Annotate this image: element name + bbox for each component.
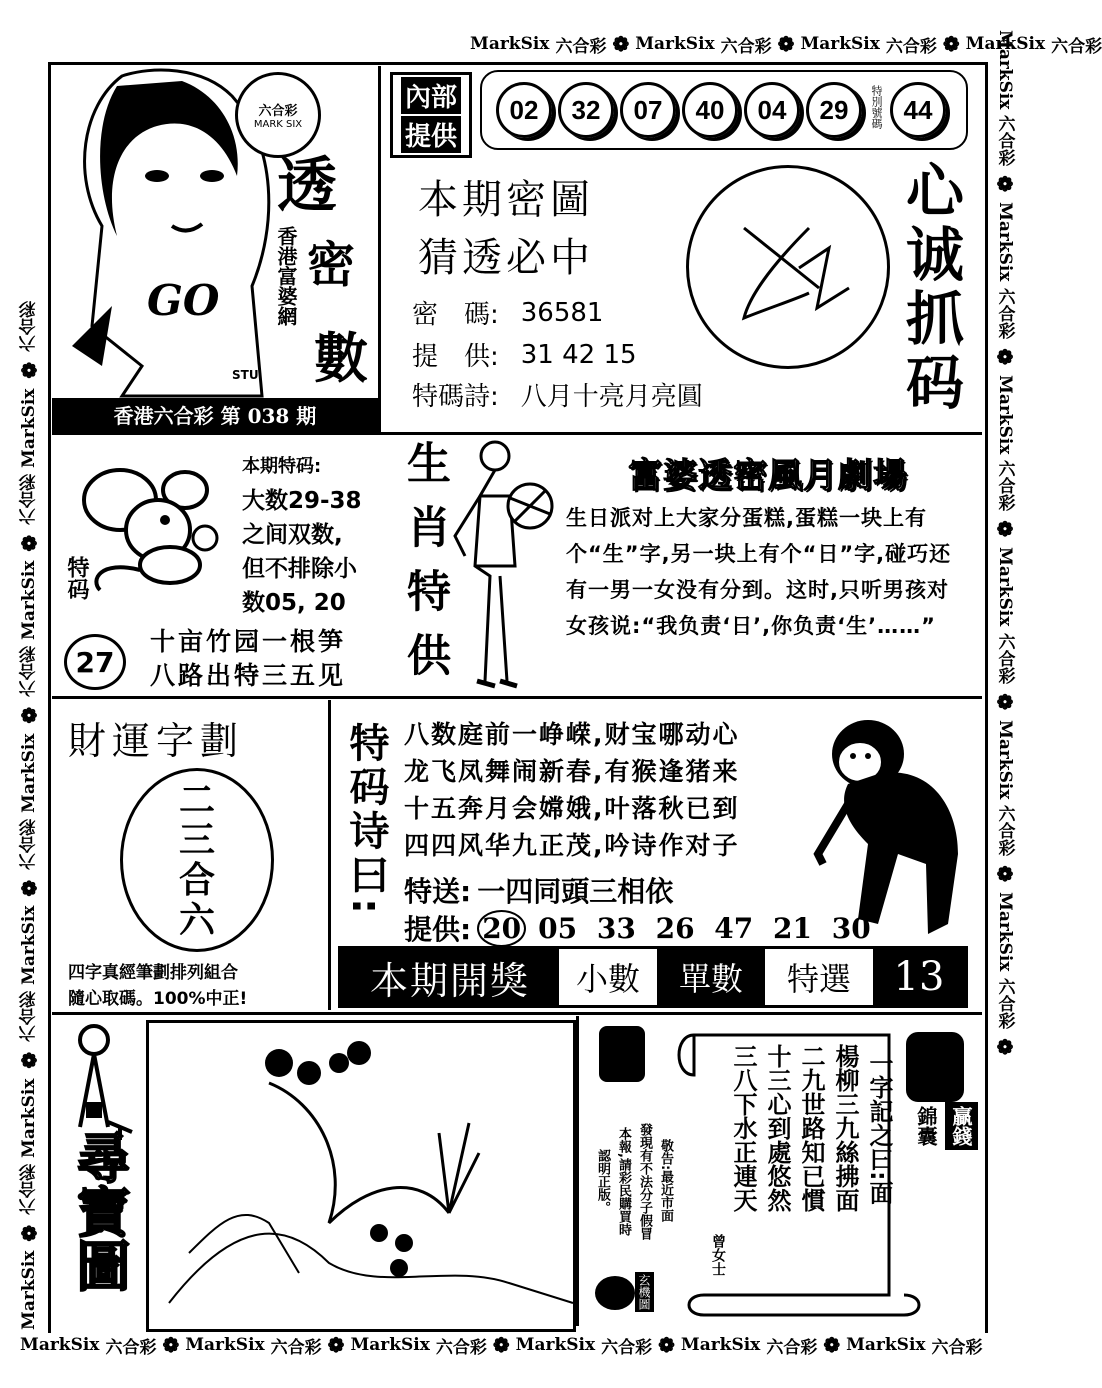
border-brand-en: MarkSix	[185, 1335, 265, 1355]
ball-1: 02	[496, 82, 552, 138]
mouse-lines	[242, 450, 362, 620]
beach-woman-illustration	[445, 436, 555, 696]
mouse-line-2: 大数29-38	[242, 488, 362, 514]
draw-small: 小數	[575, 960, 640, 998]
landscape-illustration	[149, 1023, 573, 1329]
border-brand-zh: 六合彩	[885, 36, 937, 57]
bag-side-text	[910, 1102, 978, 1150]
treasure-title: 尋寶圖	[68, 1130, 132, 1292]
border-brand-zh: 六合彩	[994, 632, 1015, 684]
poem-provide-rest: 05 33 26 47 21 30	[538, 911, 871, 945]
flower-icon: ❁	[162, 1333, 180, 1357]
border-brand-zh: 六合彩	[931, 1337, 983, 1358]
flower-icon: ❁	[17, 875, 41, 900]
tag-text: STU	[232, 368, 259, 382]
border-brand-en: MarkSix	[470, 34, 550, 54]
flower-icon: ❁	[17, 1048, 41, 1073]
fortune-panel	[60, 706, 324, 1010]
gift-value: 一四同頭三相依	[477, 875, 674, 908]
monkey-illustration	[808, 704, 978, 944]
notice-panel	[576, 1016, 675, 1326]
poem-line-4: 四四风华九正茂,吟诗作对子	[404, 831, 740, 860]
draw-special: 特選	[786, 960, 851, 998]
border-brand-zh: 六合彩	[19, 646, 40, 698]
mouse-label-2: 码	[64, 578, 90, 600]
border-brand-zh: 六合彩	[555, 36, 607, 57]
notice-bottom-label: 玄機圖	[635, 1272, 654, 1312]
mouse-label	[62, 556, 93, 600]
poem-provide-label: 提供:	[404, 913, 472, 946]
border-brand-zh: 六合彩	[19, 818, 40, 870]
photo-panel	[52, 66, 381, 433]
draw-label: 本期開獎	[341, 949, 559, 1005]
fortune-divider	[328, 700, 331, 1010]
scroll-col-1: 一字記之曰:面	[865, 1051, 893, 1205]
scroll-col-4: 十三心到處悠然	[763, 1044, 791, 1212]
bag-side-1: 贏錢	[945, 1102, 978, 1150]
ball-5: 04	[744, 82, 800, 138]
border-left	[14, 60, 44, 1330]
border-brand-en: MarkSix	[19, 905, 39, 986]
flower-icon: ❁	[17, 530, 41, 555]
flower-icon: ❁	[492, 1333, 510, 1357]
code-value: 36581	[520, 297, 604, 328]
gift-label: 特送:	[404, 875, 472, 908]
inside-label	[390, 72, 472, 158]
border-brand-en: MarkSix	[995, 30, 1015, 110]
riddle-1: 十亩竹园一根笋	[150, 627, 347, 656]
scroll-author: 曾女士	[710, 1234, 726, 1276]
border-brand-zh: 六合彩	[994, 460, 1015, 512]
story-text: 生日派对上大家分蛋糕,蛋糕一块上有个“生”字,另一块上有个“日”字,碰巧还有一男一女没有分到。这时,只听男孩对女孩说:“我负责‘日’,你负责‘生’……”	[566, 506, 952, 638]
big-char-mi: 密	[307, 237, 356, 293]
code-label: 密 碼:	[412, 300, 499, 330]
flower-icon: ❁	[612, 32, 630, 56]
riddle-2: 八路出特三五见	[150, 661, 347, 690]
border-brand-en: MarkSix	[20, 1335, 100, 1355]
zodiac-vertical: 生肖特供	[399, 440, 450, 696]
logo-top: 六合彩	[258, 104, 298, 119]
result-balls	[480, 70, 968, 150]
draw-odd: 單數	[657, 949, 765, 1005]
border-brand-en: MarkSix	[995, 202, 1015, 282]
border-brand-zh: 六合彩	[19, 301, 40, 353]
poem-line-2: 龙飞凤舞闹新春,有猴逢猪来	[404, 757, 740, 786]
poem-value: 八月十亮月亮圓	[520, 382, 703, 412]
mouse-line-5: 数05, 20	[242, 590, 346, 616]
border-brand-en: MarkSix	[800, 34, 880, 54]
flower-icon: ❁	[17, 1220, 41, 1245]
draw-number: 13	[873, 949, 965, 1005]
big-char-shu: 數	[314, 326, 368, 390]
poem-provide-circled: 20	[477, 910, 526, 947]
fortune-char-3: 合	[178, 859, 215, 901]
border-brand-en: MarkSix	[995, 719, 1015, 800]
flower-icon: ❁	[658, 1333, 675, 1357]
border-brand-en: MarkSix	[995, 374, 1015, 455]
notice-col-2: 發現有不法分子假冒	[637, 1122, 652, 1240]
border-top	[470, 30, 1102, 58]
border-brand-zh: 六合彩	[19, 991, 40, 1043]
border-brand-en: MarkSix	[846, 1335, 926, 1355]
fortune-note-2: 隨心取碼。100%中正!	[68, 989, 248, 1009]
big-char-tou: 透	[277, 151, 337, 221]
provide-row	[412, 336, 637, 373]
divider-3	[52, 1012, 982, 1015]
border-brand-en: MarkSix	[19, 1250, 39, 1330]
border-right	[990, 30, 1020, 1330]
mouse-line-4: 但不排除小	[242, 556, 357, 582]
border-brand-zh: 六合彩	[720, 36, 772, 57]
provide-label: 提 供:	[412, 342, 499, 372]
fortune-char-2: 三	[178, 819, 215, 861]
fortune-char-4: 六	[178, 899, 215, 941]
poem-line-1: 八数庭前一峥嵘,财宝哪动心	[404, 720, 740, 749]
notice-text	[593, 1096, 675, 1266]
story-title: 富婆透密風月劇場	[628, 456, 908, 496]
ball-4: 40	[682, 82, 738, 138]
fortune-title: 財運字劃	[68, 719, 245, 763]
flower-icon: ❁	[17, 358, 41, 383]
scroll-columns	[730, 1044, 892, 1212]
fortune-note-1: 四字真經筆劃排列組合	[68, 963, 238, 983]
border-brand-en: MarkSix	[19, 1078, 39, 1158]
notice-col-3: 本報,請彩民購買時	[616, 1126, 631, 1236]
bag-icon	[906, 1032, 964, 1102]
ball-6: 29	[806, 82, 862, 138]
scroll-col-3: 二九世路知已慣	[797, 1044, 825, 1212]
flower-icon: ❁	[823, 1333, 841, 1357]
border-brand-zh: 六合彩	[19, 1163, 40, 1215]
mouse-number: 27	[64, 634, 126, 690]
mouse-label-1: 特	[64, 556, 90, 578]
scroll-col-5: 三八下水正連天	[729, 1044, 757, 1212]
poem-row	[412, 376, 703, 413]
border-brand-zh: 六合彩	[435, 1337, 487, 1358]
border-brand-zh: 六合彩	[601, 1337, 653, 1358]
secret-title-1: 本期密圖	[418, 177, 594, 223]
border-brand-zh: 六合彩	[994, 977, 1015, 1029]
border-brand-zh: 六合彩	[1051, 36, 1102, 57]
bag-side-2: 錦囊	[914, 1106, 938, 1146]
mouse-line-3: 之间双数,	[242, 522, 343, 548]
vertical-site: 香港富婆網	[274, 226, 298, 326]
poem-provide-row	[404, 908, 871, 948]
ball-2: 32	[558, 82, 614, 138]
border-brand-en: MarkSix	[19, 560, 39, 641]
border-brand-en: MarkSix	[19, 733, 39, 813]
notice-col-4: 認明正版。	[595, 1148, 610, 1214]
flower-icon: ❁	[993, 1034, 1017, 1059]
poem-line-3: 十五奔月会嫦娥,叶落秋已到	[404, 794, 740, 823]
treasure-map	[146, 1020, 576, 1332]
issue-caption	[52, 398, 378, 430]
ball-3: 07	[620, 82, 676, 138]
scroll-col-2: 楊柳三九絲拂面	[831, 1044, 859, 1212]
secret-title-2: 猜透必中	[418, 235, 594, 281]
border-brand-en: MarkSix	[995, 892, 1015, 972]
fortune-oval	[120, 768, 274, 952]
border-brand-en: MarkSix	[995, 547, 1015, 627]
logo-bottom: MARK SIX	[253, 119, 303, 130]
border-bottom	[20, 1330, 1020, 1360]
scroll-panel	[674, 1020, 974, 1326]
border-brand-zh: 六合彩	[994, 287, 1015, 339]
notice-col-1: 敬告:最近市面	[658, 1139, 673, 1223]
shirt-text: GO	[147, 276, 220, 325]
flower-icon: ❁	[993, 517, 1017, 542]
key-icon	[60, 1022, 140, 1142]
divider-1	[52, 432, 982, 435]
flower-icon: ❁	[327, 1333, 345, 1357]
inside-label-2: 提供	[401, 116, 461, 153]
notice-logo-icon	[599, 1026, 645, 1082]
border-brand-en: MarkSix	[635, 34, 715, 54]
flower-icon: ❁	[777, 32, 795, 56]
border-brand-en: MarkSix	[680, 1335, 761, 1355]
fortune-char-1: 二	[178, 779, 215, 821]
border-brand-zh: 六合彩	[994, 805, 1015, 857]
border-brand-zh: 六合彩	[766, 1337, 818, 1358]
poem-label: 特碼詩:	[412, 382, 499, 412]
special-ball: 44	[890, 82, 946, 138]
issue-caption-text: 香港六合彩 第 038 期	[113, 403, 317, 428]
flower-icon: ❁	[993, 344, 1017, 369]
flower-icon: ❁	[993, 172, 1017, 197]
poem-lines	[404, 716, 740, 864]
flower-icon: ❁	[17, 703, 41, 728]
border-brand-zh: 六合彩	[19, 473, 40, 525]
provide-value: 31 42 15	[520, 339, 637, 370]
notice-hand-icon	[595, 1276, 635, 1310]
inside-label-1: 內部	[401, 77, 461, 114]
border-brand-en: MarkSix	[965, 34, 1046, 54]
poem-vertical-title: 特码诗曰:	[343, 722, 389, 918]
flower-icon: ❁	[993, 689, 1017, 714]
code-row	[412, 294, 603, 331]
scribble-icon	[689, 168, 887, 366]
border-brand-en: MarkSix	[350, 1335, 430, 1355]
mouse-line-1: 本期特码:	[242, 456, 322, 477]
border-brand-en: MarkSix	[19, 388, 39, 468]
slogan: 心诚抓码	[896, 160, 964, 416]
flower-icon: ❁	[942, 32, 960, 56]
border-brand-zh: 六合彩	[105, 1337, 157, 1358]
divider-2	[52, 696, 982, 699]
flower-icon: ❁	[993, 862, 1017, 887]
secret-circle	[686, 165, 890, 369]
gift-row	[404, 870, 673, 910]
border-brand-zh: 六合彩	[994, 115, 1015, 167]
special-label: 特別號碼	[870, 85, 883, 129]
draw-bar	[338, 946, 968, 1008]
border-brand-en: MarkSix	[515, 1335, 596, 1355]
border-brand-zh: 六合彩	[270, 1337, 322, 1358]
